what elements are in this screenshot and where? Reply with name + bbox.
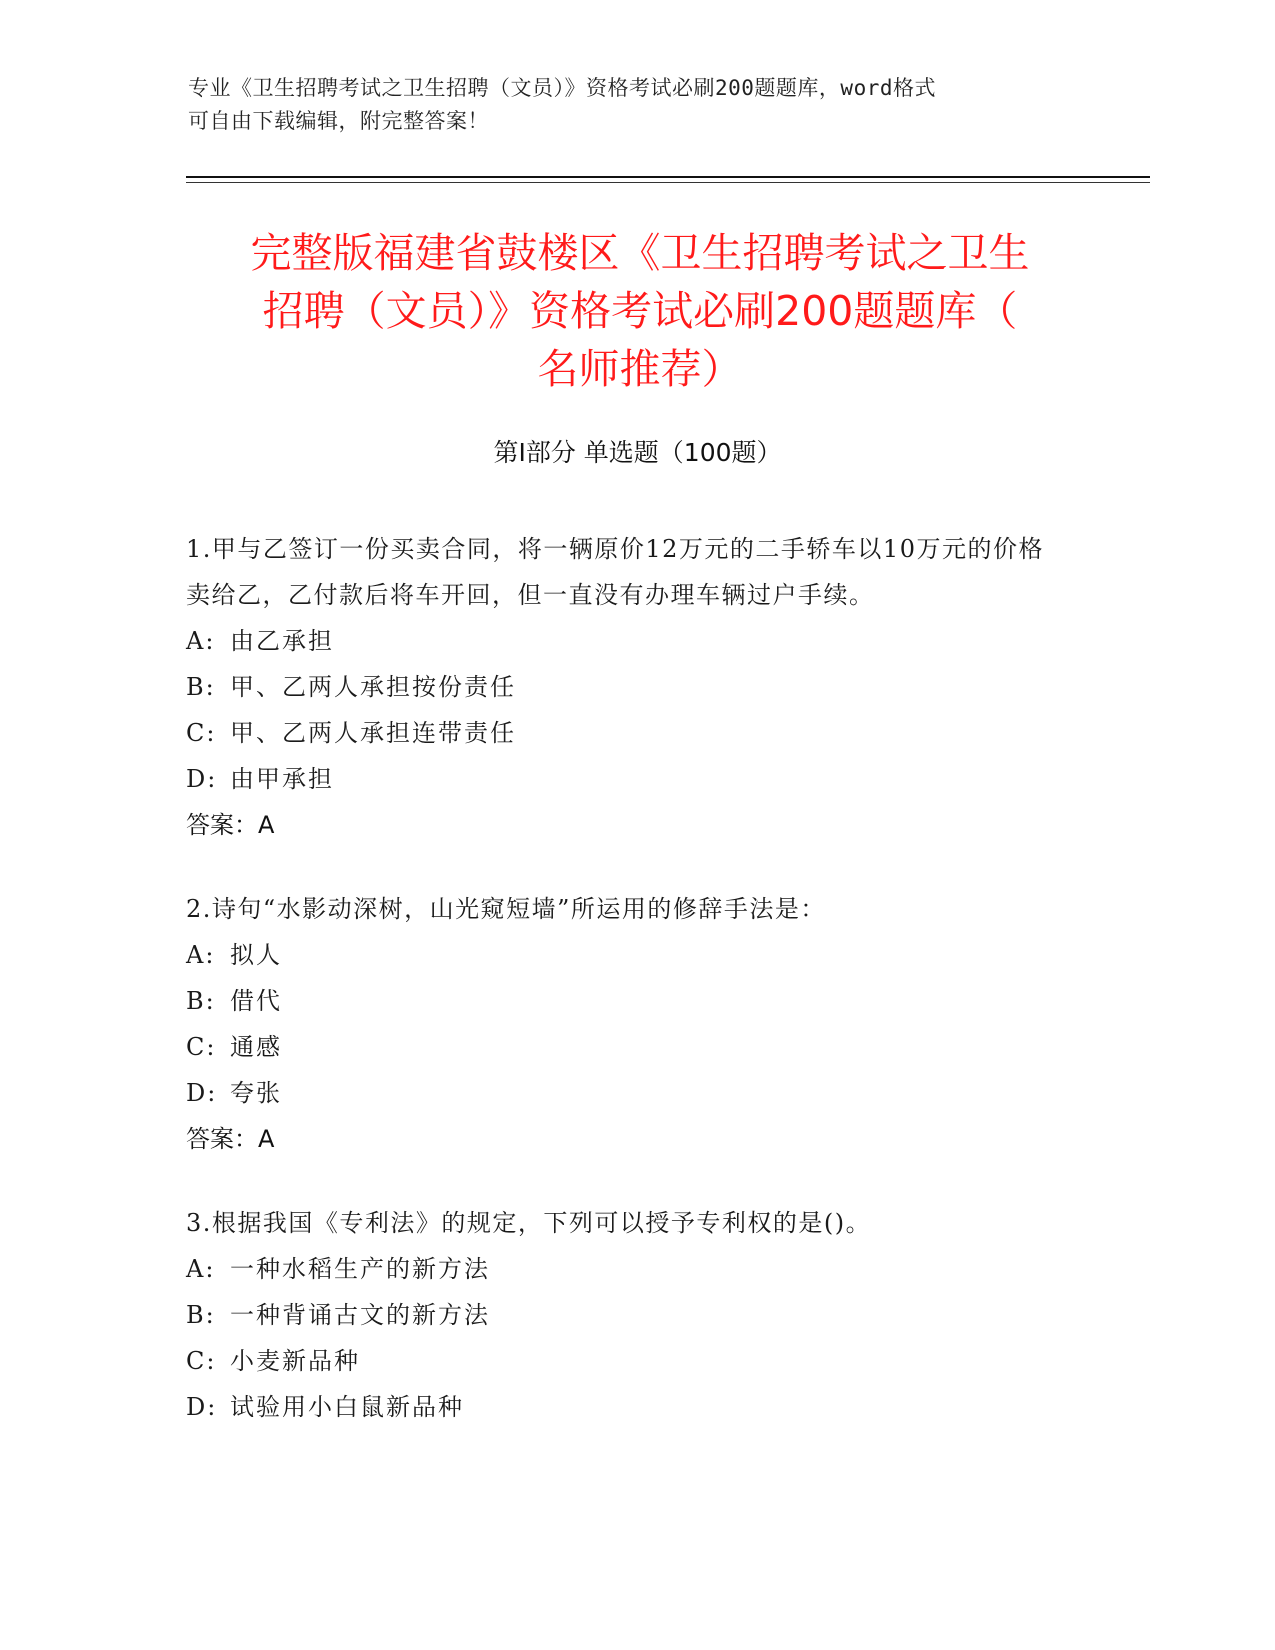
option-text: 试验用小白鼠新品种 bbox=[230, 1393, 464, 1421]
option-text: 甲、乙两人承担连带责任 bbox=[230, 719, 516, 747]
intro-text bbox=[188, 72, 1058, 138]
option-key: B: bbox=[186, 673, 216, 701]
option-key: B: bbox=[186, 1301, 216, 1329]
option-key: D: bbox=[186, 1079, 218, 1107]
intro-line-2: 可自由下载编辑，附完整答案！ bbox=[188, 109, 489, 133]
option-b bbox=[186, 664, 1066, 710]
option-text: 由乙承担 bbox=[230, 627, 334, 655]
option-key: A: bbox=[186, 941, 216, 969]
option-text: 小麦新品种 bbox=[230, 1347, 360, 1375]
option-key: C: bbox=[186, 719, 217, 747]
option-key: A: bbox=[186, 627, 216, 655]
option-a bbox=[186, 618, 1066, 664]
header-divider-thick bbox=[186, 176, 1150, 178]
intro-line-1: 专业《卫生招聘考试之卫生招聘（文员）》资格考试必刷200题题库，word格式 bbox=[188, 76, 936, 100]
title-line-3: 名师推荐） bbox=[537, 345, 743, 393]
option-text: 甲、乙两人承担按份责任 bbox=[230, 673, 516, 701]
option-c bbox=[186, 1338, 1066, 1384]
question-list bbox=[186, 526, 1066, 1468]
question-2 bbox=[186, 886, 1066, 1162]
option-b bbox=[186, 1292, 1066, 1338]
question-stem: 2.诗句“水影动深树，山光窥短墙”所运用的修辞手法是： bbox=[186, 895, 826, 923]
option-text: 一种背诵古文的新方法 bbox=[230, 1301, 490, 1329]
question-3 bbox=[186, 1200, 1066, 1430]
section-heading: 第Ⅰ部分 单选题（100题） bbox=[493, 438, 782, 467]
option-key: D: bbox=[186, 765, 218, 793]
option-key: C: bbox=[186, 1033, 217, 1061]
answer-line: 答案：A bbox=[186, 1125, 275, 1153]
question-stem: 1.甲与乙签订一份买卖合同，将一辆原价12万元的二手轿车以10万元的价格卖给乙，乙付款后将车开回，但一直没有办理车辆过户手续。 bbox=[186, 535, 1044, 609]
question-stem: 3.根据我国《专利法》的规定，下列可以授予专利权的是()。 bbox=[186, 1209, 872, 1237]
question-1 bbox=[186, 526, 1066, 848]
option-a bbox=[186, 932, 1066, 978]
option-d bbox=[186, 756, 1066, 802]
option-c bbox=[186, 1024, 1066, 1070]
answer-line: 答案：A bbox=[186, 811, 275, 839]
option-b bbox=[186, 978, 1066, 1024]
option-key: A: bbox=[186, 1255, 216, 1283]
option-d bbox=[186, 1384, 1066, 1430]
option-text: 借代 bbox=[230, 987, 282, 1015]
option-text: 通感 bbox=[230, 1033, 282, 1061]
option-text: 由甲承担 bbox=[230, 765, 334, 793]
option-text: 夸张 bbox=[230, 1079, 282, 1107]
option-key: C: bbox=[186, 1347, 217, 1375]
option-c bbox=[186, 710, 1066, 756]
option-key: B: bbox=[186, 987, 216, 1015]
title-line-2: 招聘（文员）》资格考试必刷200题题库（ bbox=[262, 287, 1018, 335]
option-text: 一种水稻生产的新方法 bbox=[230, 1255, 490, 1283]
option-d bbox=[186, 1070, 1066, 1116]
document-title bbox=[190, 224, 1090, 398]
header-divider-thin bbox=[186, 182, 1150, 183]
option-a bbox=[186, 1246, 1066, 1292]
option-key: D: bbox=[186, 1393, 218, 1421]
option-text: 拟人 bbox=[230, 941, 282, 969]
title-line-1: 完整版福建省鼓楼区《卫生招聘考试之卫生 bbox=[250, 229, 1030, 277]
